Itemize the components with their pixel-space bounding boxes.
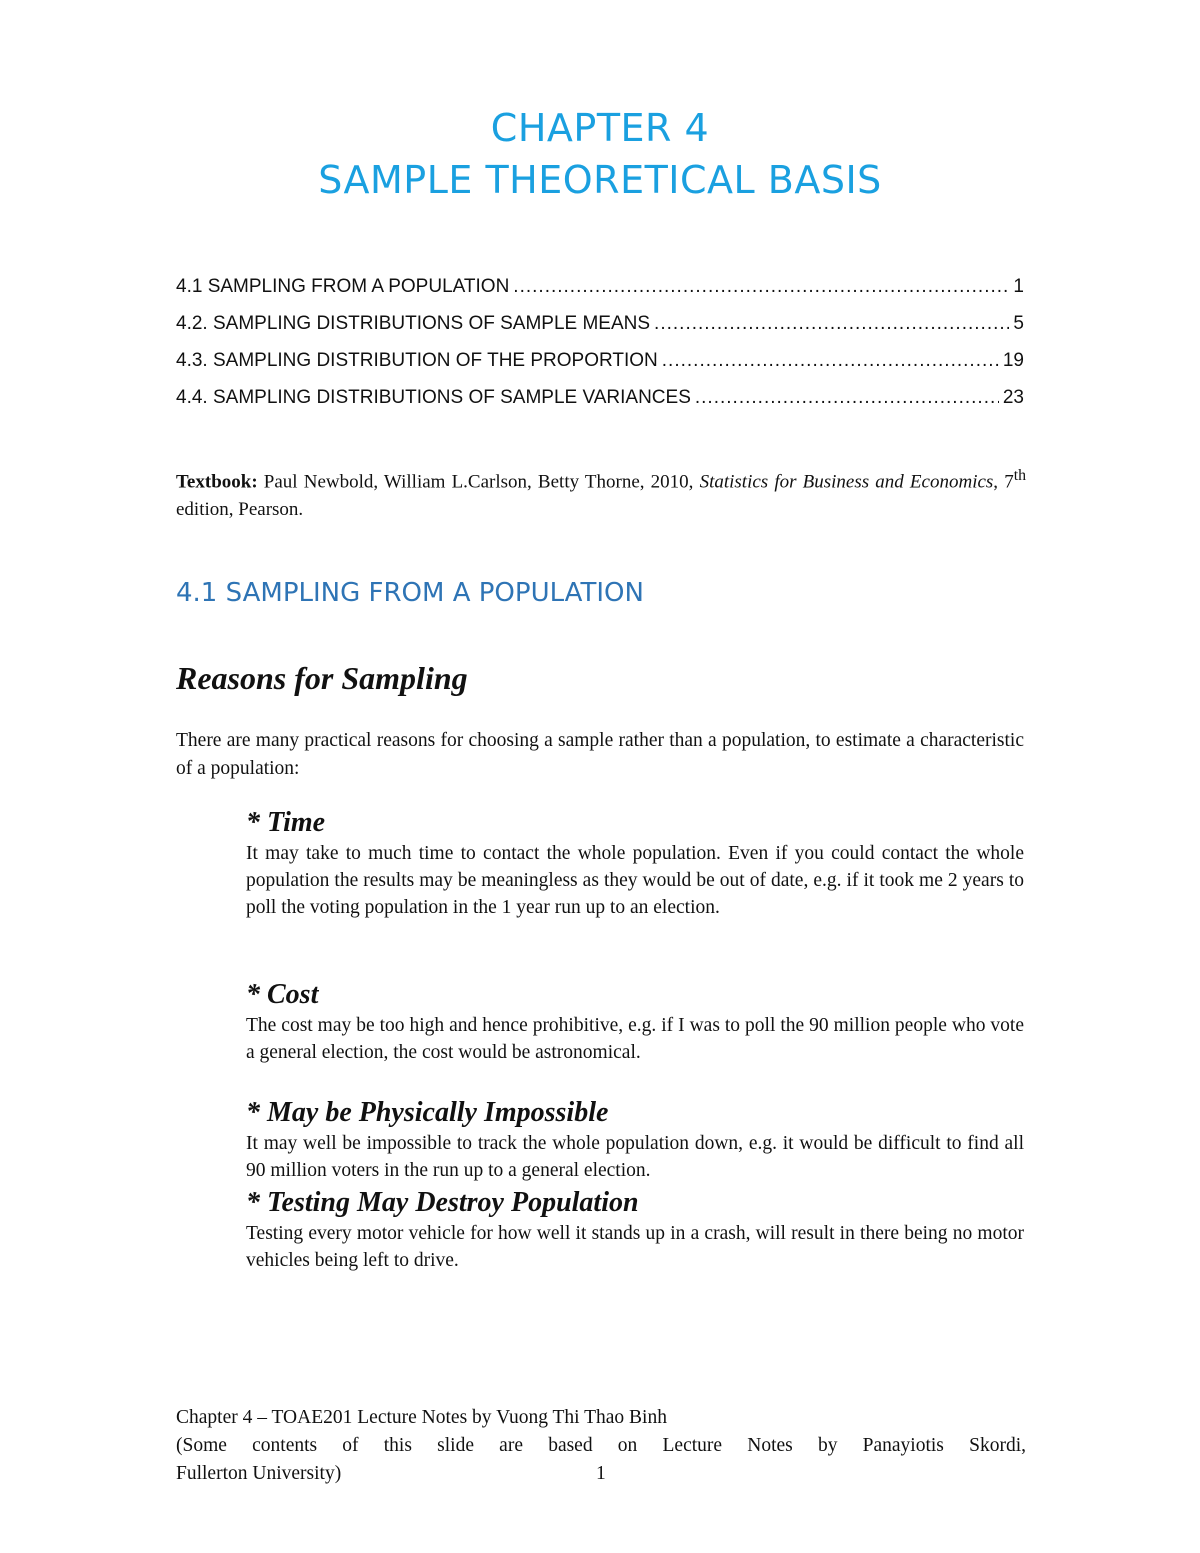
- textbook-reference: [176, 462, 1026, 524]
- textbook-authors: Paul Newbold, William L.Carlson, Betty Thorne, 2010,: [257, 471, 700, 493]
- toc-entry-label: 4.4. SAMPLING DISTRIBUTIONS OF SAMPLE VARIANCES: [176, 387, 691, 408]
- toc-entry-page: 19: [1002, 350, 1024, 371]
- toc-entry[interactable]: [176, 313, 1024, 350]
- reason-title: * Testing May Destroy Population: [246, 1187, 639, 1218]
- textbook-publisher: edition, Pearson.: [176, 499, 304, 521]
- reason-body: It may take to much time to contact the whole population. Even if you could contact the whole population the results may be meaningless as they would be out of date, e.g. if it took me 2 years to poll the voting population in the 1 year run up to an election.: [246, 843, 1024, 918]
- reason-title: * Time: [246, 807, 326, 838]
- intro-paragraph: There are many practical reasons for choosing a sample rather than a population, to estimate a characteristic of a population:: [176, 730, 1024, 779]
- chapter-title: SAMPLE THEORETICAL BASIS: [318, 158, 882, 202]
- reason-title: * May be Physically Impossible: [246, 1097, 609, 1128]
- reason-title: * Cost: [246, 979, 319, 1010]
- toc-entry-page: 23: [1002, 387, 1024, 408]
- chapter-number: CHAPTER 4: [490, 106, 710, 150]
- reason-block: [246, 806, 1024, 921]
- page-footer: [176, 1404, 1026, 1488]
- reason-block: [246, 978, 1024, 1066]
- toc-leader-dots: [662, 350, 999, 372]
- textbook-title: Statistics for Business and Economics: [699, 471, 994, 493]
- footer-line: Fullerton University): [176, 1463, 342, 1484]
- toc-entry[interactable]: [176, 387, 1024, 424]
- reason-body: Testing every motor vehicle for how well it stands up in a crash, will result in there being no motor vehicles being left to drive.: [246, 1223, 1024, 1271]
- toc-entry[interactable]: [176, 276, 1024, 313]
- toc-entry-page: 1: [1013, 276, 1024, 297]
- footer-line: (Some contents of this slide are based on Lecture Notes by Panayiotis Skordi,: [176, 1435, 1026, 1456]
- reason-block: [246, 1186, 1024, 1274]
- page-number: 1: [596, 1463, 606, 1484]
- textbook-label: Textbook:: [176, 471, 258, 493]
- toc-entry-label: 4.2. SAMPLING DISTRIBUTIONS OF SAMPLE MEANS: [176, 313, 651, 334]
- subsection-heading: Reasons for Sampling: [176, 660, 468, 696]
- toc-leader-dots: [513, 276, 1009, 298]
- textbook-edition: , 7: [993, 471, 1014, 493]
- toc-entry-page: 5: [1013, 313, 1024, 334]
- reason-body: It may well be impossible to track the whole population down, e.g. it would be difficult to find all 90 million voters in the run up to a general election.: [246, 1133, 1024, 1181]
- reason-body: The cost may be too high and hence prohibitive, e.g. if I was to poll the 90 million people who vote a general election, the cost would be astronomical.: [246, 1015, 1024, 1063]
- toc-leader-dots: [695, 387, 999, 409]
- toc-entry[interactable]: [176, 350, 1024, 387]
- footer-line-group: [176, 1460, 1026, 1488]
- toc-entry-label: 4.3. SAMPLING DISTRIBUTION OF THE PROPORTION: [176, 350, 658, 371]
- table-of-contents: [176, 276, 1024, 424]
- reason-block: [246, 1096, 1024, 1184]
- footer-line: Chapter 4 – TOAE201 Lecture Notes by Vuong Thi Thao Binh: [176, 1407, 667, 1428]
- toc-leader-dots: [654, 313, 1009, 335]
- textbook-edition-suffix: th: [1013, 467, 1027, 484]
- toc-entry-label: 4.1 SAMPLING FROM A POPULATION: [176, 276, 510, 297]
- section-heading: 4.1 SAMPLING FROM A POPULATION: [176, 578, 644, 608]
